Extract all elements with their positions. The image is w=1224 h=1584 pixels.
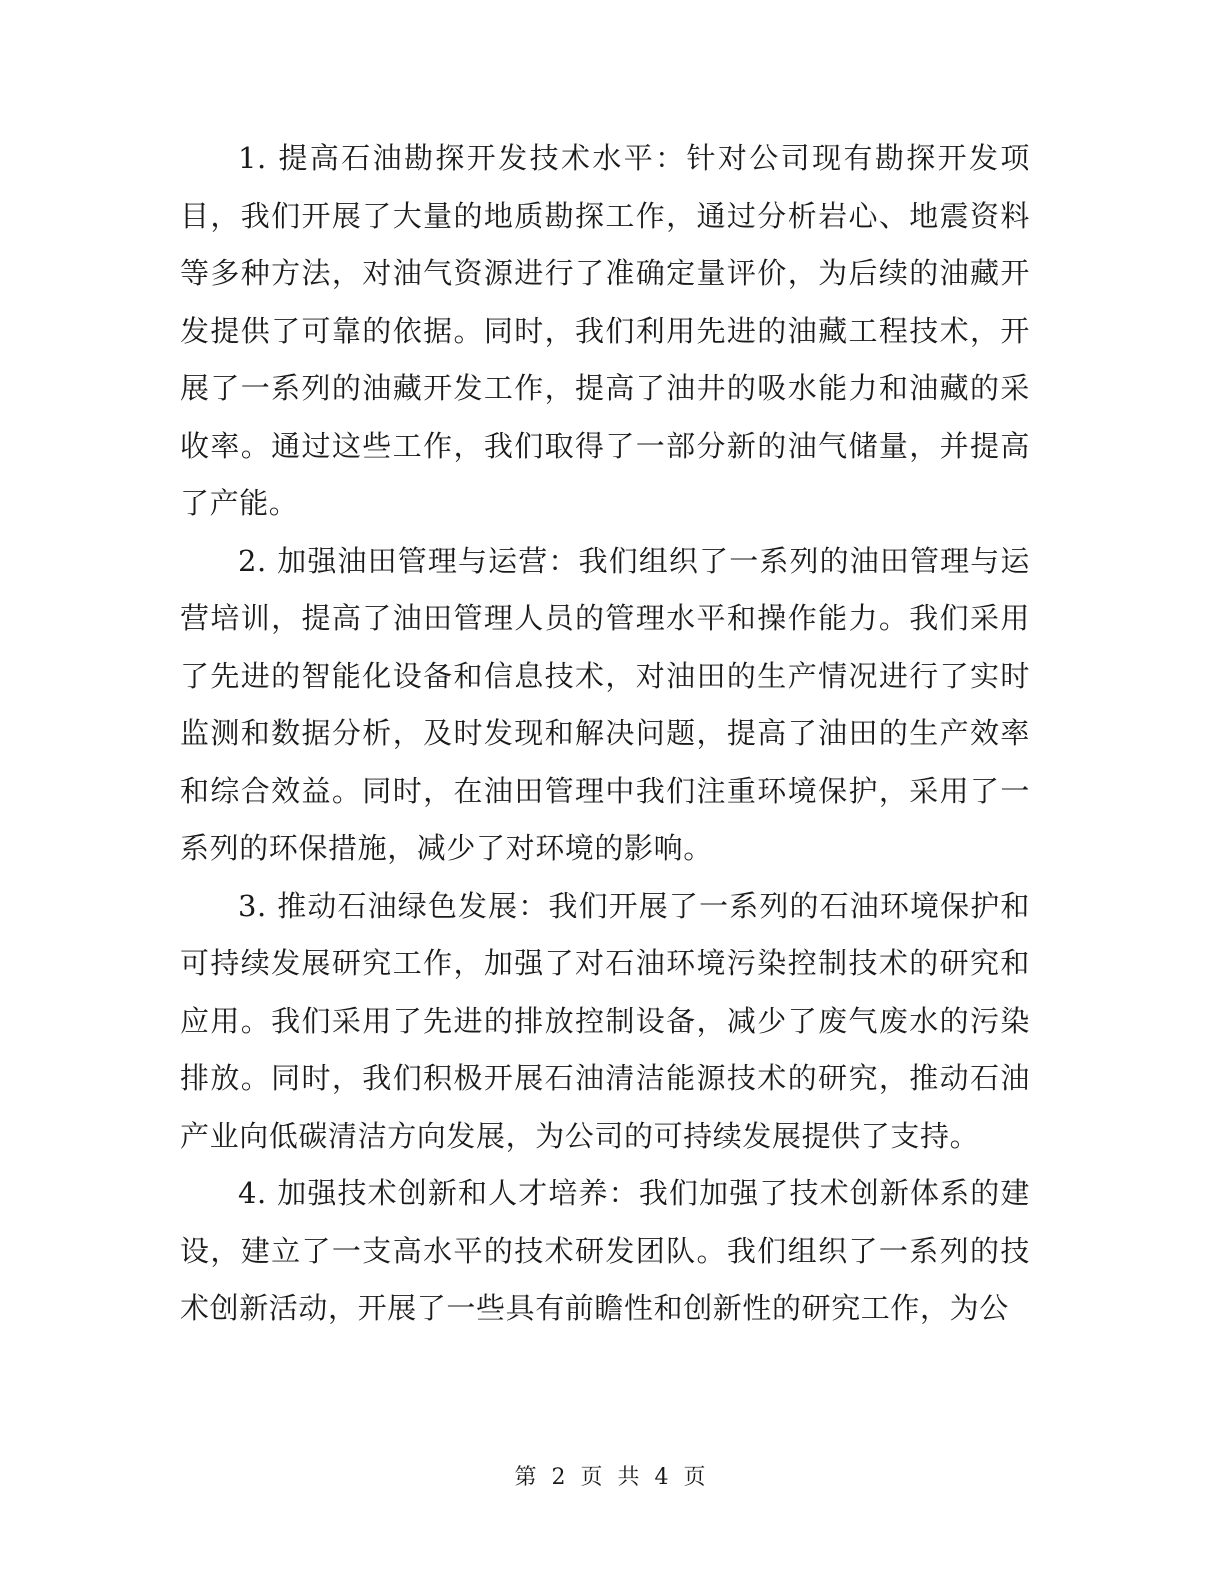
paragraph-1: 1. 提高石油勘探开发技术水平：针对公司现有勘探开发项目，我们开展了大量的地质勘探工作，通过分析岩心、地震资料等多种方法，对油气资源进行了准确定量评价，为后续的油藏开发提供了可靠的依据。同时，我们利用先进的油藏工程技术，开展了一系列的油藏开发工作，提高了油井的吸水能力和油藏的采收率。通过这些工作，我们取得了一部分新的油气储量，并提高了产能。 — [180, 141, 1030, 520]
paragraph-2: 2. 加强油田管理与运营：我们组织了一系列的油田管理与运营培训，提高了油田管理人员的管理水平和操作能力。我们采用了先进的智能化设备和信息技术，对油田的生产情况进行了实时监测和数据分析，及时发现和解决问题，提高了油田的生产效率和综合效益。同时，在油田管理中我们注重环境保护，采用了一系列的环保措施，减少了对环境的影响。 — [180, 543, 1030, 865]
paragraph-4: 4. 加强技术创新和人才培养：我们加强了技术创新体系的建设，建立了一支高水平的技术研发团队。我们组织了一系列的技术创新活动，开展了一些具有前瞻性和创新性的研究工作，为公 — [180, 1176, 1030, 1325]
paragraph-3: 3. 推动石油绿色发展：我们开展了一系列的石油环境保护和可持续发展研究工作，加强了对石油环境污染控制技术的研究和应用。我们采用了先进的排放控制设备，减少了废气废水的污染排放。同时，我们积极开展石油清洁能源技术的研究，推动石油产业向低碳清洁方向发展，为公司的可持续发展提供了支持。 — [180, 888, 1030, 1153]
document-body — [180, 130, 1030, 1338]
page-footer: 第 2 页 共 4 页 — [514, 1465, 710, 1490]
